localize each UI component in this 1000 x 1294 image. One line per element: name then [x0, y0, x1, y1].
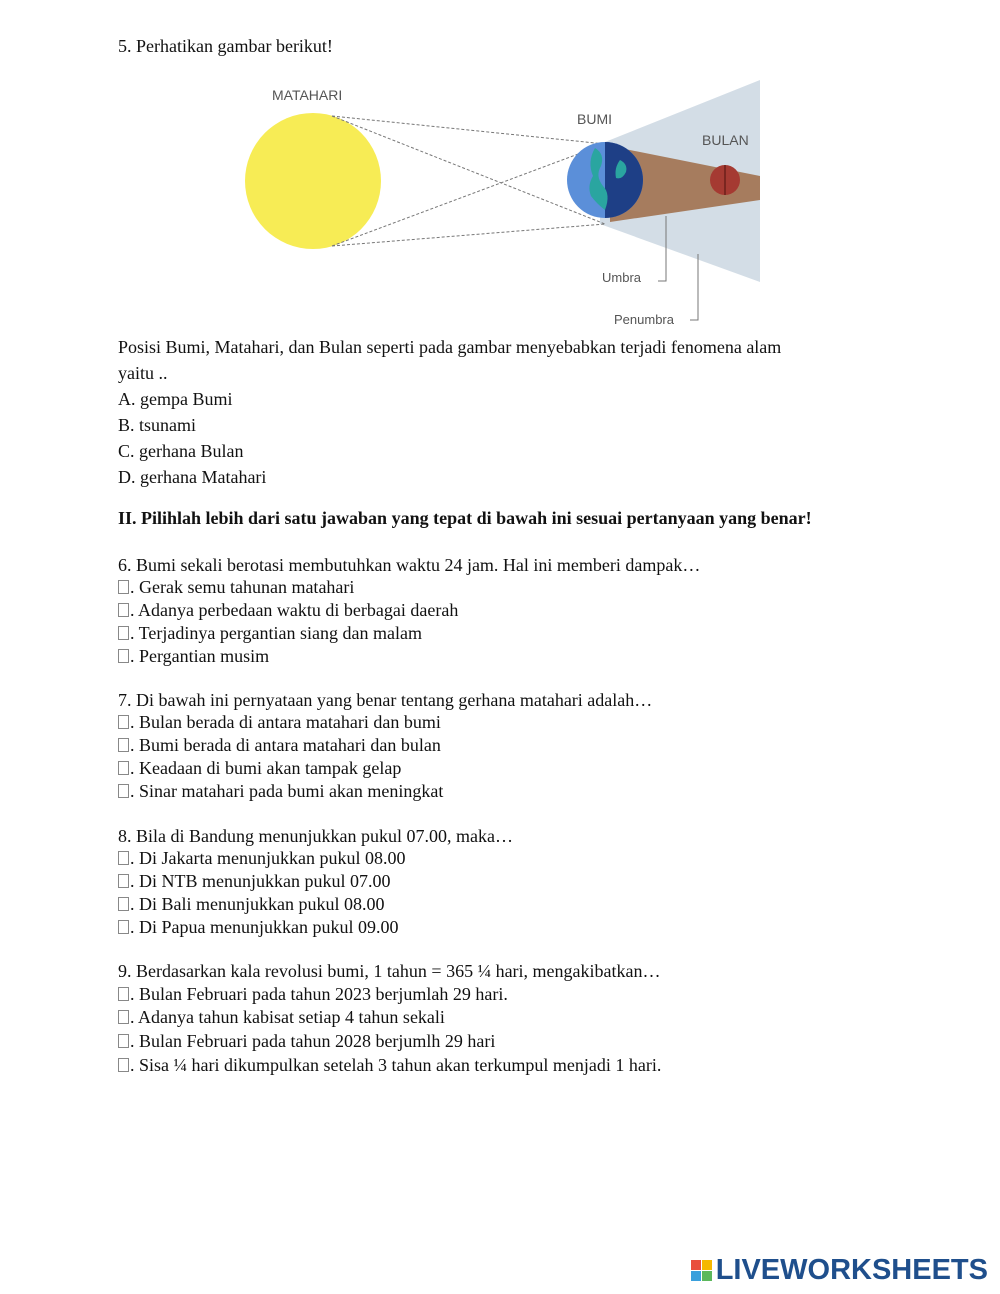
- checkbox[interactable]: [118, 738, 129, 752]
- checkbox[interactable]: [118, 1034, 129, 1048]
- q7-prompt: 7. Di bawah ini pernyataan yang benar tentang gerhana matahari adalah…: [118, 690, 653, 710]
- q5-option-c[interactable]: C. gerhana Bulan: [118, 441, 244, 461]
- checkbox[interactable]: [118, 897, 129, 911]
- q6-option-2[interactable]: . Adanya perbedaan waktu di berbagai daerah: [118, 599, 458, 621]
- checkbox[interactable]: [118, 761, 129, 775]
- q5-option-a[interactable]: A. gempa Bumi: [118, 389, 233, 409]
- q8-prompt: 8. Bila di Bandung menunjukkan pukul 07.00, maka…: [118, 826, 513, 846]
- q9-prompt: 9. Berdasarkan kala revolusi bumi, 1 tahun = 365 ¼ hari, mengakibatkan…: [118, 961, 661, 981]
- checkbox[interactable]: [118, 580, 129, 594]
- eclipse-diagram: [240, 76, 765, 331]
- label-moon: BULAN: [702, 132, 749, 148]
- checkbox[interactable]: [118, 920, 129, 934]
- q5-prompt: 5. Perhatikan gambar berikut!: [118, 36, 333, 56]
- q6-prompt: 6. Bumi sekali berotasi membutuhkan waktu 24 jam. Hal ini memberi dampak…: [118, 555, 701, 575]
- checkbox[interactable]: [118, 715, 129, 729]
- checkbox[interactable]: [118, 1058, 129, 1072]
- q7-option-4[interactable]: . Sinar matahari pada bumi akan meningkat: [118, 780, 443, 802]
- brand-name: LIVEWORKSHEETS: [715, 1253, 988, 1286]
- checkbox[interactable]: [118, 874, 129, 888]
- q8-option-4[interactable]: . Di Papua menunjukkan pukul 09.00: [118, 916, 398, 938]
- checkbox[interactable]: [118, 987, 129, 1001]
- moon: [710, 165, 740, 195]
- label-umbra: Umbra: [602, 270, 642, 285]
- logo-grid-icon: [691, 1260, 712, 1281]
- q6-option-3[interactable]: . Terjadinya pergantian siang dan malam: [118, 622, 422, 644]
- q9-option-3[interactable]: . Bulan Februari pada tahun 2028 berjumlh 29 hari: [118, 1030, 495, 1052]
- checkbox[interactable]: [118, 603, 129, 617]
- q8-option-3[interactable]: . Di Bali menunjukkan pukul 08.00: [118, 893, 384, 915]
- q5-question-line1: Posisi Bumi, Matahari, dan Bulan seperti pada gambar menyebabkan terjadi fenomena alam: [118, 337, 782, 357]
- q6-option-4[interactable]: . Pergantian musim: [118, 645, 269, 667]
- q5-question-line2: yaitu ..: [118, 363, 168, 383]
- checkbox[interactable]: [118, 851, 129, 865]
- q6-option-1[interactable]: . Gerak semu tahunan matahari: [118, 576, 354, 598]
- q8-option-1[interactable]: . Di Jakarta menunjukkan pukul 08.00: [118, 847, 405, 869]
- liveworksheets-logo: [691, 1254, 988, 1286]
- q7-option-1[interactable]: . Bulan berada di antara matahari dan bumi: [118, 711, 441, 733]
- checkbox[interactable]: [118, 784, 129, 798]
- label-sun: MATAHARI: [272, 87, 343, 103]
- checkbox[interactable]: [118, 626, 129, 640]
- q5-option-d[interactable]: D. gerhana Matahari: [118, 467, 267, 487]
- q7-option-2[interactable]: . Bumi berada di antara matahari dan bulan: [118, 734, 441, 756]
- checkbox[interactable]: [118, 1010, 129, 1024]
- q9-option-2[interactable]: . Adanya tahun kabisat setiap 4 tahun sekali: [118, 1006, 445, 1028]
- checkbox[interactable]: [118, 649, 129, 663]
- section2-heading: II. Pilihlah lebih dari satu jawaban yang tepat di bawah ini sesuai pertanyaan yang benar!: [118, 508, 812, 528]
- q5-option-b[interactable]: B. tsunami: [118, 415, 197, 435]
- q9-option-4[interactable]: . Sisa ¼ hari dikumpulkan setelah 3 tahun akan terkumpul menjadi 1 hari.: [118, 1054, 661, 1076]
- sun: [245, 113, 381, 249]
- q9-option-1[interactable]: . Bulan Februari pada tahun 2023 berjumlah 29 hari.: [118, 983, 508, 1005]
- label-penumbra: Penumbra: [614, 312, 674, 327]
- q8-option-2[interactable]: . Di NTB menunjukkan pukul 07.00: [118, 870, 390, 892]
- q7-option-3[interactable]: . Keadaan di bumi akan tampak gelap: [118, 757, 401, 779]
- label-earth: BUMI: [577, 111, 612, 127]
- earth: [567, 142, 643, 218]
